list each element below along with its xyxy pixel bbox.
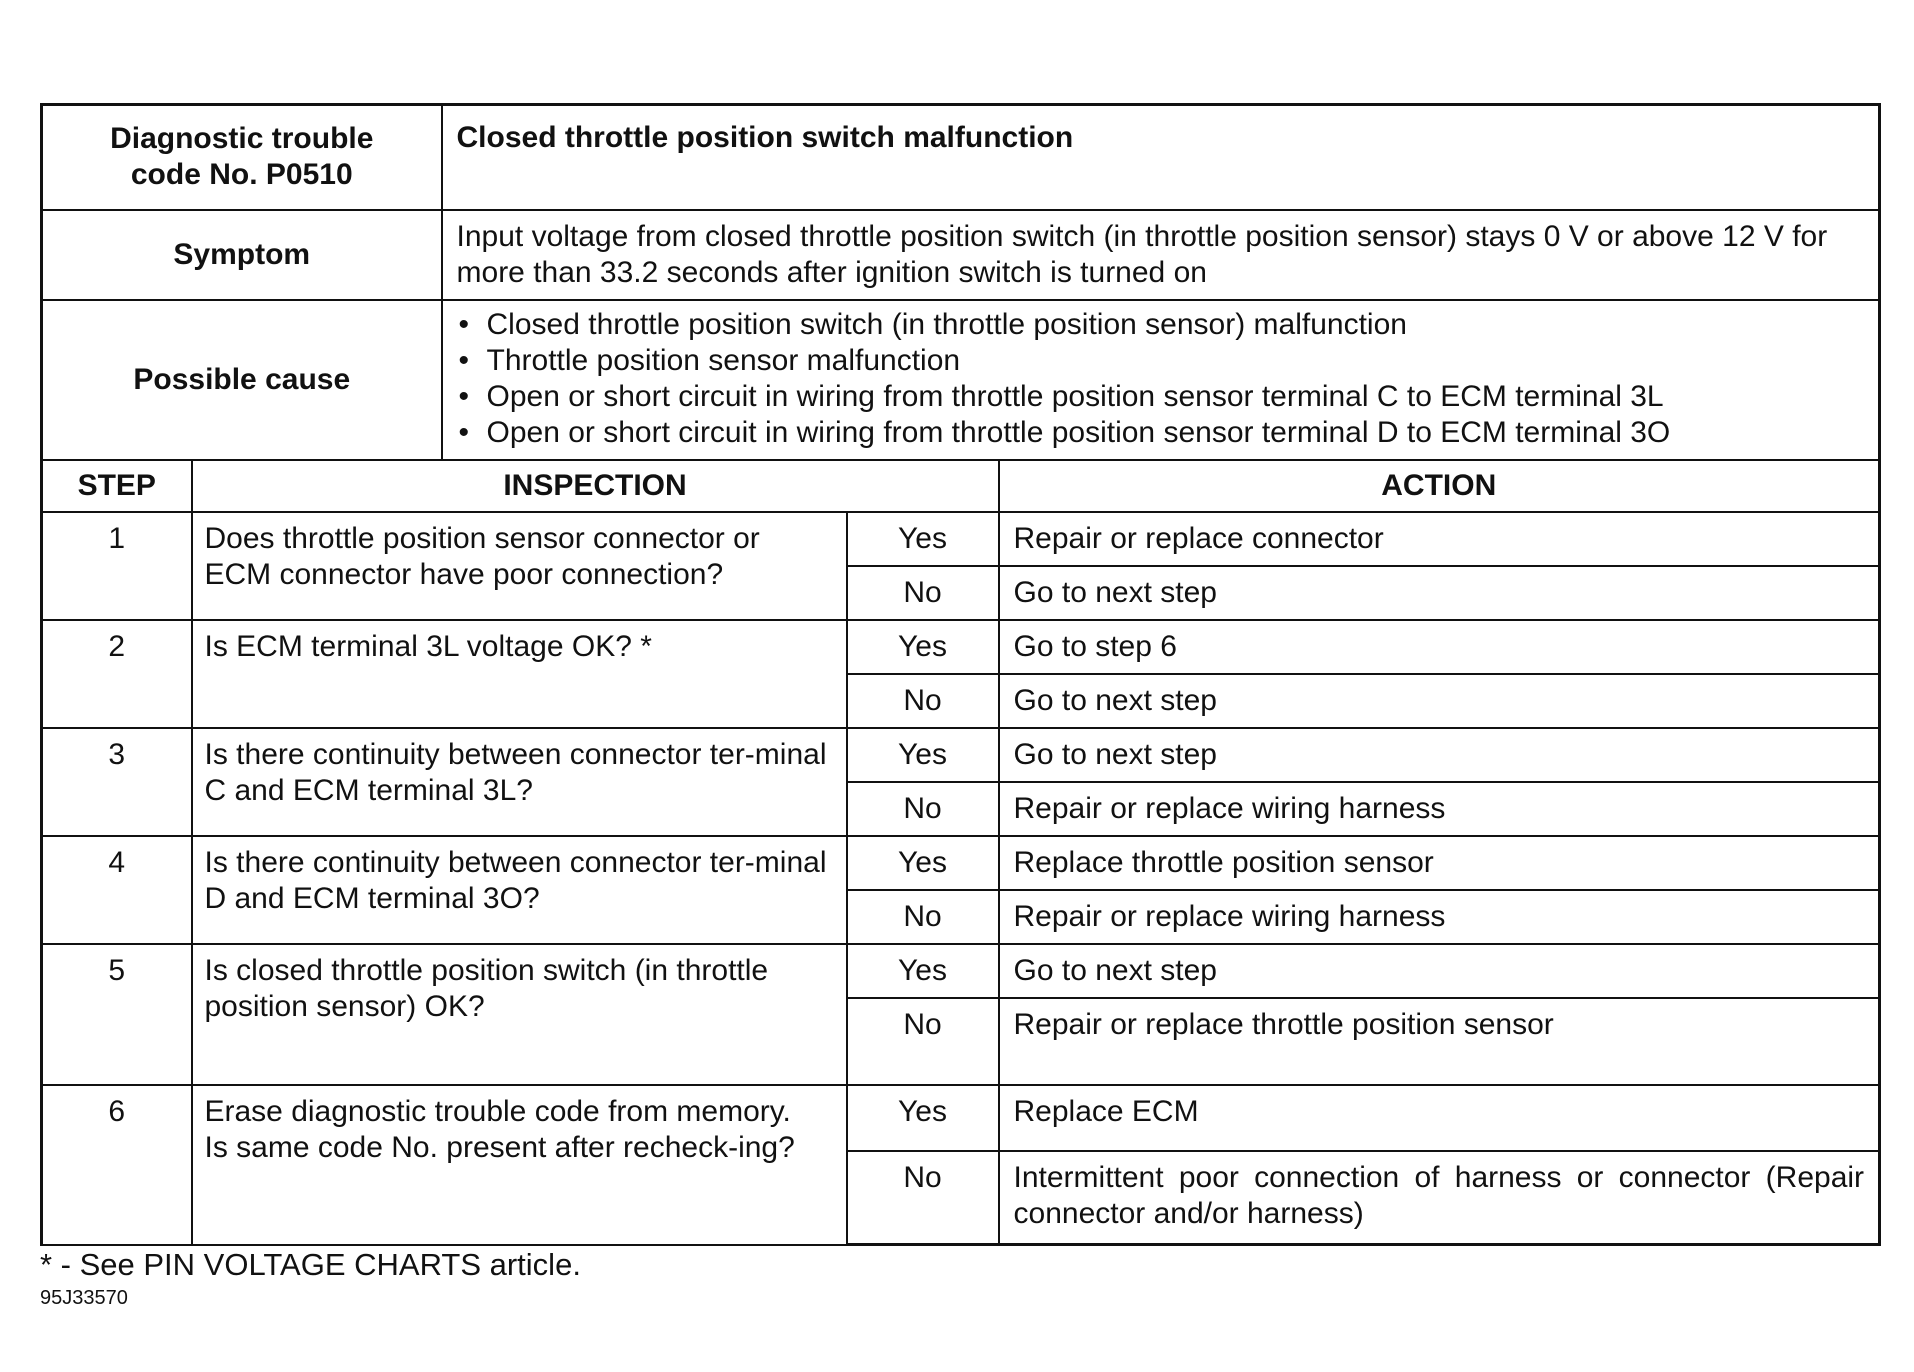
- diagnostic-table: [40, 103, 1881, 1246]
- step-question: Is there continuity between connector ter-minal D and ECM terminal 3O?: [192, 836, 847, 944]
- code-label: Diagnostic trouble code No. P0510: [42, 105, 442, 210]
- step-row: [42, 836, 1880, 890]
- yes-action: Go to next step: [999, 728, 1880, 782]
- cause-row: [42, 300, 1880, 460]
- figure-id: 95J33570: [40, 1287, 128, 1309]
- step-row: [42, 728, 1880, 782]
- no-label: No: [847, 674, 999, 728]
- step-number: 6: [42, 1085, 192, 1245]
- yes-label: Yes: [847, 836, 999, 890]
- step-question-cell: [192, 1085, 847, 1245]
- step-question: Does throttle position sensor connector or ECM connector have poor connection?: [192, 512, 847, 620]
- no-action: Repair or replace wiring harness: [999, 890, 1880, 944]
- cause-label: Possible cause: [42, 300, 442, 460]
- step-number: 2: [42, 620, 192, 728]
- cause-item: • Closed throttle position switch (in throttle position sensor) malfunction: [457, 307, 1865, 343]
- step-row: [42, 1085, 1880, 1151]
- cause-cell: [442, 300, 1880, 460]
- inspection-column-header: INSPECTION: [192, 460, 999, 512]
- yes-action: Repair or replace connector: [999, 512, 1880, 566]
- no-label: No: [847, 782, 999, 836]
- cause-item: • Open or short circuit in wiring from throttle position sensor terminal C to ECM terminal 3L: [457, 379, 1865, 415]
- step-question-followup: Is same code No. present after recheck-ing?: [204, 1130, 795, 1164]
- step-question: Is there continuity between connector ter-minal C and ECM terminal 3L?: [192, 728, 847, 836]
- step-row: [42, 512, 1880, 566]
- no-label: No: [847, 890, 999, 944]
- cause-item: • Open or short circuit in wiring from throttle position sensor terminal D to ECM terminal 3O: [457, 415, 1865, 451]
- symptom-row: [42, 210, 1880, 300]
- step-question: Erase diagnostic trouble code from memory.: [204, 1094, 791, 1128]
- yes-label: Yes: [847, 512, 999, 566]
- column-header-row: [42, 460, 1880, 512]
- diagnostic-sheet: [40, 103, 1878, 1246]
- yes-action: Replace ECM: [999, 1085, 1880, 1151]
- no-label: No: [847, 998, 999, 1085]
- yes-label: Yes: [847, 944, 999, 998]
- code-title: Closed throttle position switch malfunction: [442, 105, 1880, 210]
- no-action: Repair or replace throttle position sensor: [999, 998, 1880, 1085]
- yes-label: Yes: [847, 620, 999, 674]
- cause-list: [443, 301, 1879, 457]
- step-number: 3: [42, 728, 192, 836]
- cause-item: • Throttle position sensor malfunction: [457, 343, 1865, 379]
- step-column-header: STEP: [42, 460, 192, 512]
- yes-action: Go to next step: [999, 944, 1880, 998]
- step-question: Is ECM terminal 3L voltage OK? *: [192, 620, 847, 728]
- step-number: 1: [42, 512, 192, 620]
- no-label: No: [847, 1151, 999, 1245]
- code-row: [42, 105, 1880, 210]
- no-action: Go to next step: [999, 674, 1880, 728]
- step-number: 5: [42, 944, 192, 1085]
- footnote: * - See PIN VOLTAGE CHARTS article.: [40, 1247, 581, 1282]
- yes-label: Yes: [847, 728, 999, 782]
- symptom-label: Symptom: [42, 210, 442, 300]
- step-row: [42, 620, 1880, 674]
- step-row: [42, 944, 1880, 998]
- no-action: Go to next step: [999, 566, 1880, 620]
- yes-label: Yes: [847, 1085, 999, 1151]
- yes-action: Replace throttle position sensor: [999, 836, 1880, 890]
- symptom-text: Input voltage from closed throttle position switch (in throttle position sensor) stays 0 V or above 12 V for more than 33.2 seconds after ignition switch is turned on: [442, 210, 1880, 300]
- yes-action: Go to step 6: [999, 620, 1880, 674]
- no-action: Repair or replace wiring harness: [999, 782, 1880, 836]
- action-column-header: ACTION: [999, 460, 1880, 512]
- step-question: Is closed throttle position switch (in throttle position sensor) OK?: [192, 944, 847, 1085]
- no-label: No: [847, 566, 999, 620]
- no-action: Intermittent poor connection of harness or connector (Repair connector and/or harness): [999, 1151, 1880, 1245]
- step-number: 4: [42, 836, 192, 944]
